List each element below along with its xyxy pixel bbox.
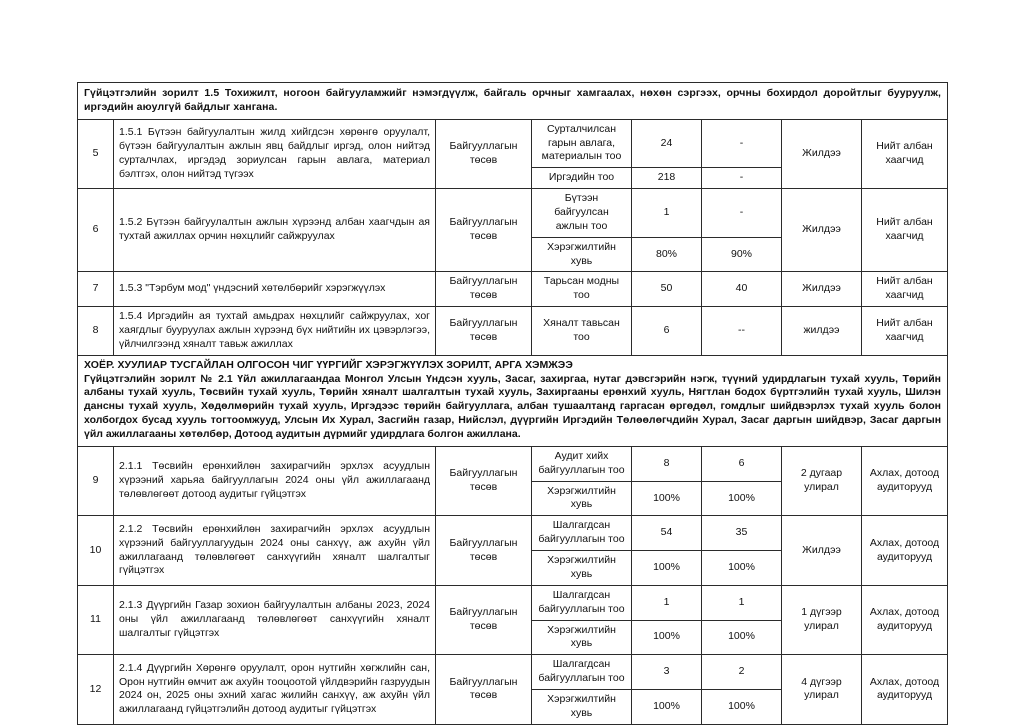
section-title: ХОЁР. ХУУЛИАР ТУСГАЙЛАН ОЛГОСОН ЧИГ ҮҮРГИЙГ ХЭРЭГЖҮҮЛЭХ ЗОРИЛТ, АРГА ХЭМЖЭЭ [84,358,573,371]
indicator-value-1: 3 [632,655,702,690]
row-timeframe: Жилдээ [782,272,862,307]
row-funding-source: Байгууллагын төсөв [436,516,532,585]
row-responsible: Нийт албан хаагчид [862,307,948,356]
indicator-value-2: 100% [702,689,782,724]
row-funding-source: Байгууллагын төсөв [436,119,532,188]
table-row [78,655,948,690]
row-responsible: Ахлах, дотоод аудиторууд [862,516,948,585]
row-responsible: Ахлах, дотоод аудиторууд [862,446,948,515]
indicator-name: Шалгагдсан байгууллагын тоо [532,516,632,551]
row-description: 1.5.2 Бүтээн байгуулалтын ажлын хүрээнд албан хаагчдын ая тухтай ажиллах орчин нөхцлийг сайжруулах [114,189,436,272]
row-funding-source: Байгууллагын төсөв [436,655,532,724]
indicator-name: Бүтээн байгуулсан ажлын тоо [532,189,632,238]
indicator-value-1: 8 [632,446,702,481]
row-number: 5 [78,119,114,188]
row-number: 6 [78,189,114,272]
table-row [78,272,948,307]
table-row [78,119,948,168]
indicator-name: Шалгагдсан байгууллагын тоо [532,585,632,620]
row-timeframe: Жилдээ [782,119,862,188]
indicator-name: Хяналт тавьсан тоо [532,307,632,356]
row-description: 1.5.1 Бүтээн байгуулалтын жилд хийгдсэн хөрөнгө оруулалт, бүтээн байгуулалтын ажлын явц байдлыг иргэд, олон нийтэд сурталчлах, иргэдэд зориулсан гарын авлага, материал бэлтгэх, олон нийтэд түгээх [114,119,436,188]
indicator-name: Хэрэгжилтийн хувь [532,481,632,516]
indicator-value-2: 1 [702,585,782,620]
row-responsible: Нийт албан хаагчид [862,272,948,307]
row-timeframe: 2 дугаар улирал [782,446,862,515]
indicator-value-1: 50 [632,272,702,307]
indicator-name: Аудит хийх байгууллагын тоо [532,446,632,481]
table-row [78,307,948,356]
row-timeframe: Жилдээ [782,516,862,585]
indicator-value-1: 100% [632,620,702,655]
indicator-value-1: 54 [632,516,702,551]
row-funding-source: Байгууллагын төсөв [436,307,532,356]
row-number: 12 [78,655,114,724]
indicator-value-1: 218 [632,168,702,189]
indicator-value-1: 1 [632,189,702,238]
row-funding-source: Байгууллагын төсөв [436,585,532,654]
indicator-value-1: 24 [632,119,702,168]
row-number: 11 [78,585,114,654]
indicator-value-2: 100% [702,551,782,586]
performance-plan-table [77,82,948,725]
row-responsible: Ахлах, дотоод аудиторууд [862,655,948,724]
indicator-value-1: 100% [632,481,702,516]
row-number: 10 [78,516,114,585]
indicator-value-1: 100% [632,551,702,586]
indicator-value-2: 35 [702,516,782,551]
indicator-name: Хэрэгжилтийн хувь [532,689,632,724]
row-description: 1.5.3 "Тэрбум мод" үндэсний хөтөлбөрийг хэрэгжүүлэх [114,272,436,307]
document-page [77,82,947,725]
row-description: 2.1.2 Төсвийн ерөнхийлөн захирагчийн эрхлэх асуудлын хүрээний байгууллагуудын 2024 оны санхүү, аж ахуйн үйл ажиллагаанд төлөвлөгөөт санхүүгийн хяналт шалгалтыг гүйцэтгэх [114,516,436,585]
row-number: 8 [78,307,114,356]
indicator-value-2: -- [702,307,782,356]
section-body-text: Гүйцэтгэлийн зорилт № 2.1 Үйл ажиллагаандаа Монгол Улсын Үндсэн хууль, Засаг, захиргаа, нутаг дэвсгэрийн нэгж, түүний удирдлагын тухай хууль, Төрийн албаны тухай хууль, Төсвийн тухай хууль, Төрийн хяналт шалгалтын тухай хууль, Захиргааны ерөнхий хууль, Нягтлан бодох бүртгэлийн тухай хууль, Шилэн дансны тухай хууль, Хөдөлмөрийн тухай хууль, Иргэдээс төрийн байгууллага, албан тушаалтанд гаргасан өргөдөл, гомдлыг шийдвэрлэх тухай хууль болон холбогдох бусад хууль тогтоомжууд, Улсын Их Хурал, Засгийн газар, Нийслэл, дүүргийн Иргэдийн Төлөөлөгчдийн Хурал, Засаг даргын шийдвэр, Засаг даргын үйл ажиллагааны хөтөлбөр, Дотоод аудитын дүрмийг удирдлага болгон ажиллана. [84,372,942,441]
indicator-value-2: 40 [702,272,782,307]
indicator-name: Хэрэгжилтийн хувь [532,237,632,272]
indicator-value-2: - [702,119,782,168]
table-row [78,189,948,238]
indicator-name: Тарьсан модны тоо [532,272,632,307]
table-body [78,83,948,725]
row-description: 1.5.4 Иргэдийн ая тухтай амьдрах нөхцлийг сайжруулах, хог хаягдлыг бууруулах ажлын хүрээнд бүх нийтийн их цэвэрлэгээ, үйлчилгээнд хяналт тавьж ажиллах [114,307,436,356]
table-row [78,585,948,620]
row-timeframe: Жилдээ [782,189,862,272]
section-header-row [78,355,948,446]
indicator-name: Шалгагдсан байгууллагын тоо [532,655,632,690]
indicator-name: Хэрэгжилтийн хувь [532,551,632,586]
indicator-value-2: - [702,168,782,189]
indicator-value-1: 1 [632,585,702,620]
section-header-block [78,355,948,446]
row-number: 9 [78,446,114,515]
row-timeframe: 1 дүгээр улирал [782,585,862,654]
table-row [78,516,948,551]
row-responsible: Нийт албан хаагчид [862,119,948,188]
table-row [78,446,948,481]
indicator-value-2: 100% [702,620,782,655]
indicator-value-2: 6 [702,446,782,481]
indicator-value-2: 100% [702,481,782,516]
row-funding-source: Байгууллагын төсөв [436,446,532,515]
indicator-value-1: 80% [632,237,702,272]
row-description: 2.1.3 Дүүргийн Газар зохион байгуулалтын албаны 2023, 2024 оны үйл ажиллагаанд төлөвлөгөөт санхүүгийн хяналт шалгалтыг гүйцэтгэх [114,585,436,654]
row-number: 7 [78,272,114,307]
row-description: 2.1.1 Төсвийн ерөнхийлөн захирагчийн эрхлэх асуудлын хүрээний харьяа байгууллагын 2024 оны үйл ажиллагаанд төлөвлөгөөт дотоод аудитыг гүйцэтгэх [114,446,436,515]
indicator-value-2: - [702,189,782,238]
banner-goal-text: Гүйцэтгэлийн зорилт 1.5 Тохижилт, ногоон байгууламжийг нэмэгдүүлж, байгаль орчныг хамгаалах, нөхөн сэргээх, орчны бохирдол доройтлыг бууруулж, иргэдийн аюулгүй байдлыг хангана. [78,83,948,120]
row-responsible: Нийт албан хаагчид [862,189,948,272]
indicator-value-1: 100% [632,689,702,724]
indicator-name: Иргэдийн тоо [532,168,632,189]
row-description: 2.1.4 Дүүргийн Хөрөнгө оруулалт, орон нутгийн хөгжлийн сан, Орон нутгийн өмчит аж ахуйн тооцоотой үйлдвэрийн газруудын 2024 он, 2025 оны эхний хагас жилийн санхүү, аж ахуйн үйл ажиллагаанд гүйцэтгэлийн дотоод аудитыг гүйцэтгэх [114,655,436,724]
indicator-value-2: 2 [702,655,782,690]
row-funding-source: Байгууллагын төсөв [436,272,532,307]
row-timeframe: жилдээ [782,307,862,356]
indicator-value-2: 90% [702,237,782,272]
indicator-value-1: 6 [632,307,702,356]
row-timeframe: 4 дүгээр улирал [782,655,862,724]
banner-goal-row [78,83,948,120]
row-funding-source: Байгууллагын төсөв [436,189,532,272]
indicator-name: Сурталчилсан гарын авлага, материалын тоо [532,119,632,168]
row-responsible: Ахлах, дотоод аудиторууд [862,585,948,654]
indicator-name: Хэрэгжилтийн хувь [532,620,632,655]
